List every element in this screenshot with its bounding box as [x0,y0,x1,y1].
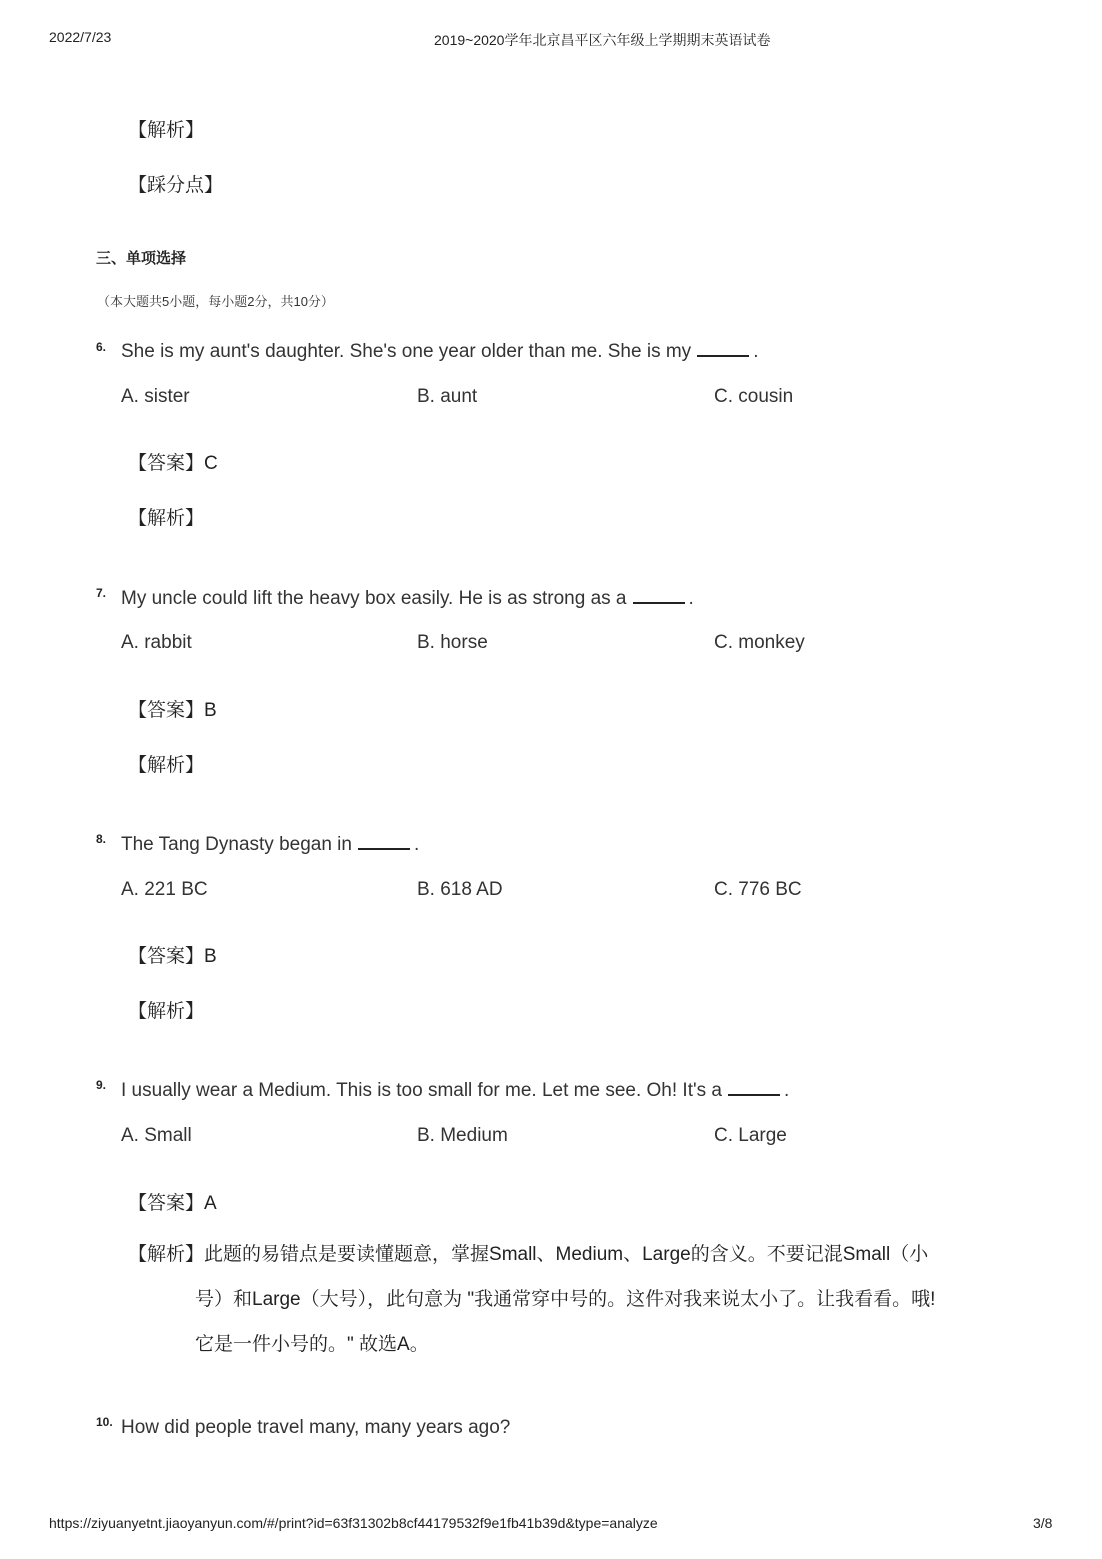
section-title: 三、单项选择 [96,250,187,267]
answer-line: 【答案】A [128,1193,217,1214]
option-c: C. monkey [714,632,805,653]
print-date: 2022/7/23 [49,29,112,45]
analysis-label: 【解析】 [128,1001,205,1022]
question-text: The Tang Dynasty began in . [121,834,420,855]
analysis-label: 【解析】 [128,755,205,776]
answer-line: 【答案】B [128,946,217,967]
question-text: How did people travel many, many years ago? [121,1417,511,1438]
option-c: C. cousin [714,386,794,407]
answer-value: B [204,700,217,721]
answer-value: B [204,946,217,967]
section-note: （本大题共5小题，每小题2分，共10分） [97,294,334,309]
footer-url: https://ziyuanyetnt.jiaoyanyun.com/#/print?id=63f31302b8cf44179532f9e1fb41b39d&type=analyze [49,1515,658,1531]
answer-blank [697,354,749,357]
answer-blank [633,601,685,604]
prev-analysis-label: 【解析】 [128,120,205,141]
question-number: 9. [96,1078,107,1092]
option-b: B. horse [417,632,488,653]
prev-score-label: 【踩分点】 [128,175,224,196]
answer-line: 【答案】C [128,453,218,474]
option-b: B. Medium [417,1125,508,1146]
answer-line: 【答案】B [128,700,217,721]
analysis-label: 【解析】 [128,508,205,529]
option-c: C. 776 BC [714,879,802,900]
answer-value: A [204,1193,217,1214]
question-text: I usually wear a Medium. This is too small for me. Let me see. Oh! It's a . [121,1080,790,1101]
answer-value: C [204,453,218,474]
question-number: 7. [96,586,107,600]
analysis-line-1: 此题的易错点是要读懂题意，掌握Small、Medium、Large的含义。不要记混Small（小 [204,1244,929,1265]
option-a: A. 221 BC [121,879,208,900]
option-b: B. 618 AD [417,879,503,900]
analysis-label: 【解析】 [128,1244,205,1265]
analysis-line-2: 号）和Large（大号），此句意为 "我通常穿中号的。这件对我来说太小了。让我看看。哦! [195,1289,936,1310]
option-a: A. Small [121,1125,192,1146]
answer-blank [728,1093,780,1096]
option-a: A. rabbit [121,632,192,653]
question-number: 6. [96,340,107,354]
question-number: 10. [96,1415,113,1429]
option-a: A. sister [121,386,190,407]
option-c: C. Large [714,1125,787,1146]
document-title: 2019~2020学年北京昌平区六年级上学期期末英语试卷 [434,32,771,48]
answer-blank [358,847,410,850]
analysis-line-3: 它是一件小号的。" 故选A。 [195,1334,429,1355]
question-text: My uncle could lift the heavy box easily. He is as strong as a . [121,588,694,609]
option-b: B. aunt [417,386,478,407]
question-text: She is my aunt's daughter. She's one year older than me. She is my . [121,341,759,362]
question-number: 8. [96,832,107,846]
page-number: 3/8 [1033,1515,1053,1531]
